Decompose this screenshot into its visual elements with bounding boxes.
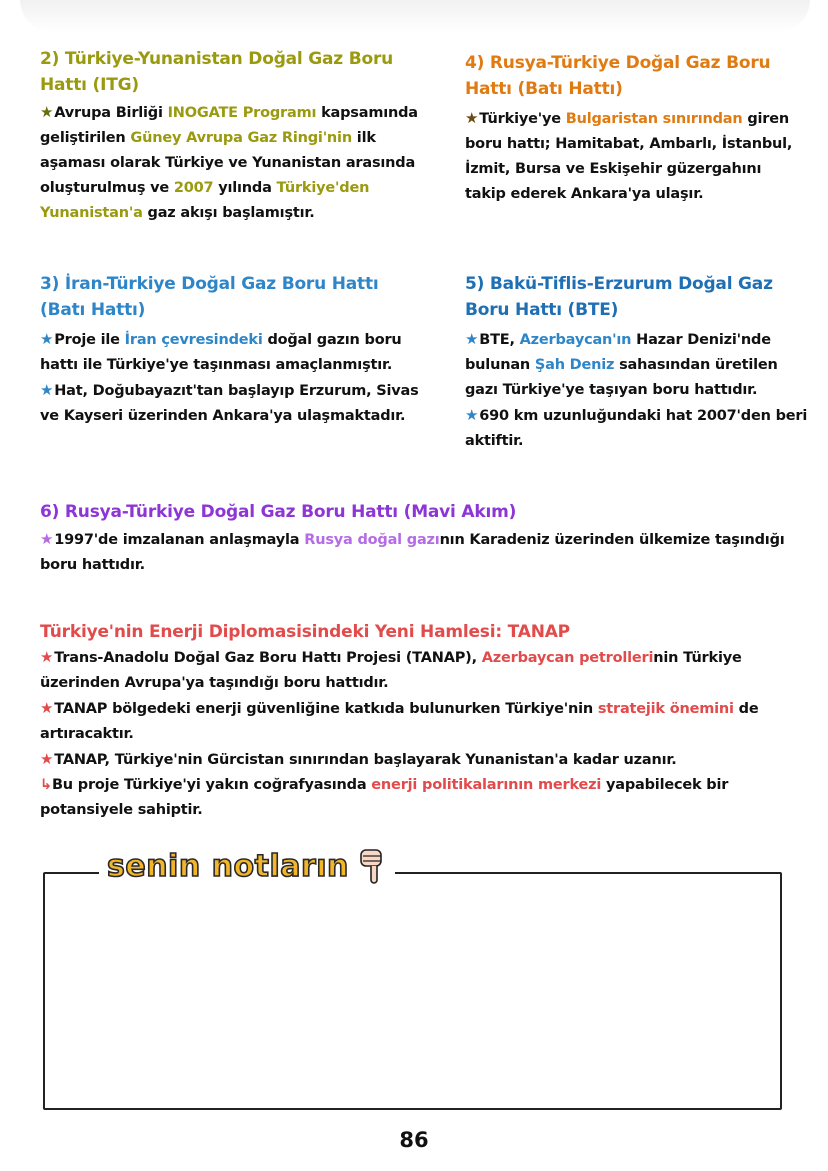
star-icon: ★: [40, 699, 54, 717]
star-icon: ★: [40, 381, 54, 399]
section-russia-west: [465, 50, 800, 207]
notes-label-text: senin notların: [107, 848, 349, 884]
section-itg-title: 2) Türkiye-Yunanistan Doğal Gaz Boru Hattı (ITG): [40, 49, 394, 95]
section-btc-text-2: ★690 km uzunluğundaki hat 2007'den beri aktiftir.: [465, 406, 808, 449]
notes-label: [99, 846, 395, 886]
star-icon: ★: [40, 750, 54, 768]
star-icon: ★: [40, 530, 54, 548]
section-btc: [465, 271, 810, 454]
notes-box[interactable]: [43, 872, 782, 1110]
section-blue-stream-title: 6) Rusya-Türkiye Doğal Gaz Boru Hattı (Mavi Akım): [40, 502, 517, 522]
section-iran-text-1: ★Proje ile İran çevresindeki doğal gazın boru hattı ile Türkiye'ye taşınması amaçlanmıştır.: [40, 330, 402, 373]
star-icon: ★: [40, 648, 54, 666]
section-tanap-text-4: ↳Bu proje Türkiye'yi yakın coğrafyasında enerji politikalarının merkezi yapabilecek bir potansiyele sahiptir.: [40, 777, 729, 818]
section-russia-west-text: ★Türkiye'ye Bulgaristan sınırından giren boru hattı; Hamitabat, Ambarlı, İstanbul, İzmit, Bursa ve Eskişehir güzergahını takip ederek Ankara'ya ulaşır.: [465, 109, 793, 202]
section-tanap-text-2: ★TANAP bölgedeki enerji güvenliğine katkıda bulunurken Türkiye'nin stratejik önemini de artıracaktır.: [40, 699, 759, 742]
section-blue-stream-text: ★1997'de imzalanan anlaşmayla Rusya doğal gazının Karadeniz üzerinden ülkemize taşındığı boru hattıdır.: [40, 530, 785, 573]
section-iran: [40, 271, 425, 429]
section-tanap-text-3: ★TANAP, Türkiye'nin Gürcistan sınırından başlayarak Yunanistan'a kadar uzanır.: [40, 750, 677, 768]
star-icon: ★: [465, 330, 479, 348]
section-tanap: [40, 619, 800, 823]
page-number: 86: [399, 1128, 429, 1152]
arrow-icon: ↳: [40, 777, 52, 793]
star-icon: ★: [40, 330, 54, 348]
section-btc-text-1: ★BTE, Azerbaycan'ın Hazar Denizi'nde bulunan Şah Deniz sahasından üretilen gazı Türkiye'ye taşıyan boru hattıdır.: [465, 330, 778, 398]
star-icon: ★: [465, 109, 479, 127]
section-btc-title: 5) Bakü-Tiflis-Erzurum Doğal Gaz Boru Hattı (BTE): [465, 274, 773, 320]
hand-pointing-down-icon: [357, 846, 387, 886]
section-iran-text-2: ★Hat, Doğubayazıt'tan başlayıp Erzurum, Sivas ve Kayseri üzerinden Ankara'ya ulaşmaktadır.: [40, 381, 419, 424]
star-icon: ★: [465, 406, 479, 424]
section-itg-text: ★Avrupa Birliği INOGATE Programı kapsamında geliştirilen Güney Avrupa Gaz Ringi'nin ilk aşaması olarak Türkiye ve Yunanistan arasında oluşturulmuş ve 2007 yılında Türkiye'den Yunanistan'a gaz akışı başlamıştır.: [40, 103, 418, 221]
section-tanap-title: Türkiye'nin Enerji Diplomasisindeki Yeni Hamlesi: TANAP: [40, 622, 570, 642]
star-icon: ★: [40, 103, 54, 121]
section-iran-title: 3) İran-Türkiye Doğal Gaz Boru Hattı (Batı Hattı): [40, 274, 379, 320]
section-itg: [40, 46, 425, 226]
top-page-shadow: [20, 0, 810, 32]
section-russia-west-title: 4) Rusya-Türkiye Doğal Gaz Boru Hattı (Batı Hattı): [465, 53, 771, 99]
section-tanap-text-1: ★Trans-Anadolu Doğal Gaz Boru Hattı Projesi (TANAP), Azerbaycan petrollerinin Türkiye üzerinden Avrupa'ya taşındığı boru hattıdır.: [40, 648, 742, 691]
section-blue-stream: [40, 499, 800, 578]
